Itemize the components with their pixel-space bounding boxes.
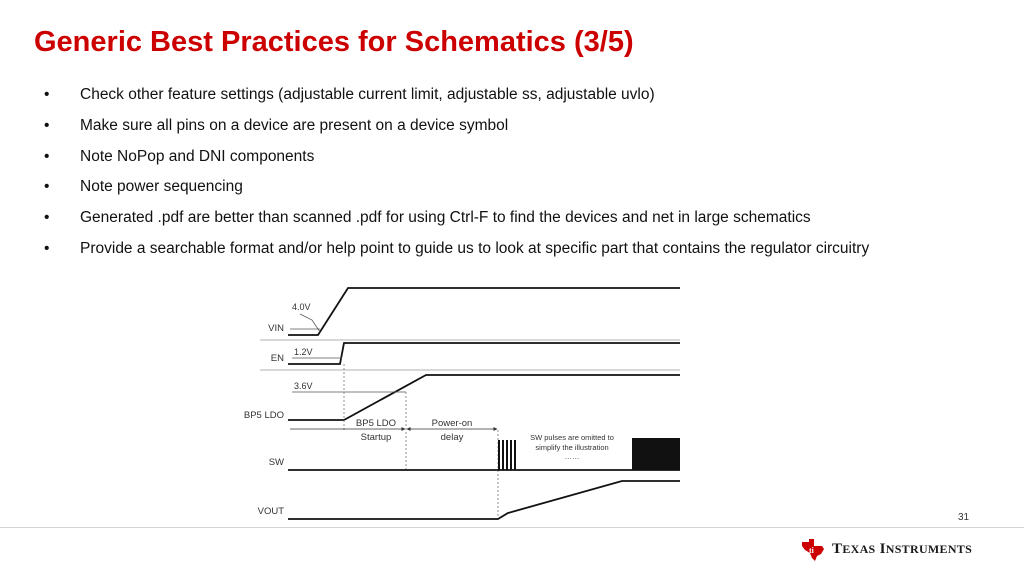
sw-pulses-start (498, 440, 516, 470)
texas-instruments-wordmark: TEXAS INSTRUMENTS (832, 541, 973, 557)
vout-waveform (288, 481, 680, 519)
bullet-text: Check other feature settings (adjustable current limit, adjustable ss, adjustable uvlo) (80, 86, 655, 103)
svg-text:ti: ti (809, 546, 814, 555)
bp5-threshold-label: 3.6V (294, 381, 313, 391)
bullet-marker: • (44, 209, 50, 227)
en-threshold-label: 1.2V (294, 347, 313, 357)
bullet-marker: • (44, 178, 50, 196)
bullet-marker: • (44, 147, 50, 165)
bullet-marker: • (44, 86, 50, 103)
page-number: 31 (958, 512, 970, 523)
bp5-startup-label-1: BP5 LDO (355, 418, 397, 429)
bp5-ldo-waveform (288, 375, 680, 420)
vin-waveform (288, 288, 680, 335)
sw-note-line-2: simplify the illustration (535, 443, 609, 452)
row-separators (260, 340, 680, 370)
sw-note-ellipsis: …… (564, 452, 580, 461)
sw-pulses-end (632, 438, 680, 470)
bullet-text: Note power sequencing (80, 178, 243, 196)
signal-label-vin: VIN (268, 323, 284, 334)
power-on-delay-label-2: delay (440, 432, 464, 443)
signal-label-sw: SW (268, 457, 284, 468)
texas-instruments-logo (800, 538, 990, 562)
bullet-marker: • (44, 116, 50, 134)
bullet-text: Provide a searchable format and/or help point to guide us to look at specific part that contains the regulator circuitry (80, 239, 870, 257)
bullet-marker: • (44, 239, 50, 257)
power-sequencing-timing-diagram (230, 280, 690, 525)
bullet-text: Make sure all pins on a device are present on a device symbol (80, 116, 509, 134)
sw-note-line-1: SW pulses are omitted to (530, 433, 614, 442)
power-on-delay-label-1: Power-on (431, 418, 473, 429)
vin-threshold-label: 4.0V (292, 302, 311, 312)
texas-state-icon (800, 538, 826, 562)
bullet-text: Generated .pdf are better than scanned .pdf for using Ctrl-F to find the devices and net in large schematics (80, 209, 811, 227)
signal-label-bp5-ldo: BP5 LDO (243, 410, 284, 421)
signal-label-en: EN (270, 353, 284, 364)
en-waveform (288, 343, 680, 364)
bp5-startup-label-2: Startup (360, 432, 392, 443)
signal-label-vout: VOUT (257, 506, 284, 517)
bullet-text: Note NoPop and DNI components (80, 147, 315, 165)
slide-title: Generic Best Practices for Schematics (3/5) (34, 26, 634, 58)
